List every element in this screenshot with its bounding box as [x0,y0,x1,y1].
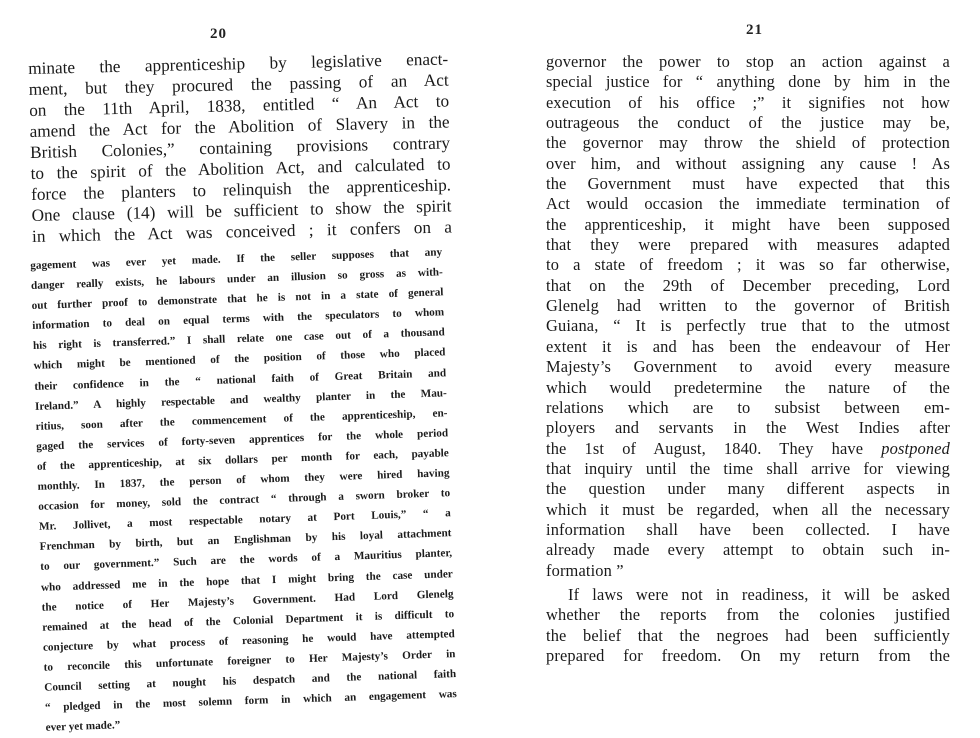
text-line: already made every attempt to obtain such in- [546,540,950,560]
text-line: the apprenticeship, it might have been supposed [546,214,950,234]
text-line: Mr. Jollivet, a most respectable notary at Port Louis,” “ a [38,507,451,534]
page-number-right: 21 [746,22,763,38]
text-line: monthly. In 1837, the person of whom they were hired having [37,467,450,493]
text-line: over him, and without assigning any cause ! As [546,153,950,173]
left-lower-paragraph [30,242,458,738]
text-line: Glenelg had written to the governor of British [546,296,950,316]
text-line: prepared for freedom. On my return from the [546,645,950,665]
left-page [0,0,490,734]
text-line: execution of his office ;” it signifies not how [546,92,950,112]
text-line: out further proof to demonstrate that he is not in a state of general [31,286,444,313]
text-line: extent it is and has been the endeavour of Her [546,336,950,356]
text-line: Guiana, “ It is perfectly true that to the utmost [546,316,950,336]
text-line: who addressed me in the hope that I might bring the case under [40,567,453,594]
right-body-text [546,52,950,666]
text-line-with-emphasis [546,439,950,459]
text-line: ever yet made.” [45,719,121,734]
text-line: ritius, soon after the commencement of the apprenticeship, en- [35,406,448,433]
text-line: that on the 29th of December preceding, Lord [546,275,950,295]
text-line: to a state of freedom ; it was so far otherwise, [546,255,950,275]
text-line: information to deal on equal terms with the speculators to whom [32,306,445,333]
text-line: the governor may throw the shield of protection [546,133,950,153]
text-line: of the apprenticeship, at six dollars per month for each, payable [36,447,449,473]
left-upper-paragraph [28,48,452,246]
text-line: Ireland.” A highly respectable and wealthy planter in the Mau- [34,386,447,413]
text-line: in which the Act was conceived ; it confers on a [31,217,453,246]
text-line: Act would occasion the immediate termination of [546,194,950,214]
text-line: on the 11th April, 1838, entitled “ An Act to [28,91,450,120]
right-page [490,0,980,693]
text-line: Council setting at nought his despatch and the national faith [44,668,457,694]
text-line: his right is transferred.” I shall relate one case out of a thousand [32,326,445,353]
text-line: force the planters to relinquish the apprenticeship. [30,175,452,204]
text-line: ment, but they procured the passing of an Act [28,70,449,99]
text-line: the Government must have expected that this [546,174,950,194]
text-line: their confidence in the “ national faith of Great Britain and [34,366,447,393]
emphasized-word: postponed [881,438,950,458]
text-line: to the spirit of the Abolition Act, and calculated to [30,154,451,183]
text-line: special justice for “ anything done by him in the [546,72,950,92]
text-line: the belief that the negroes had been sufficiently [546,625,950,645]
text-line: which would predetermine the nature of the [546,377,950,397]
line-text: the 1st of August, 1840. They have [546,438,864,458]
text-line: occasion for money, sold the contract “ through a sworn broker to [38,487,451,513]
text-line: minate the apprenticeship by legislative enact- [28,49,449,78]
text-line: remained at the head of the Colonial Department it is difficult to [42,607,455,634]
page-number-left: 20 [210,26,227,42]
text-line: information shall have been collected. I have [546,519,950,539]
text-line: ployers and servants in the West Indies after [546,418,950,438]
text-line: outrageous the conduct of the justice may be, [546,113,950,133]
text-line: “ pledged in the most solemn form in which an engagement was [44,688,457,714]
text-line: British Colonies,” containing provisions contrary [29,133,451,162]
text-line: One clause (14) will be sufficient to show the spirit [31,196,452,225]
text-line: gaged the services of forty-seven apprentices for the whole period [36,427,449,453]
text-line: If laws were not in readiness, it will be asked [568,584,950,604]
text-line: relations which are to subsist between em- [546,397,950,417]
text-line: that they were prepared with measures adapted [546,235,950,255]
text-line: amend the Act for the Abolition of Slavery in the [29,112,450,141]
text-line: Majesty’s Government to avoid every measure [546,357,950,377]
text-line: formation ” [546,560,624,580]
text-line: the question under many different aspects in [546,479,950,499]
text-line: whether the reports from the colonies justified [546,605,950,625]
text-line: to reconcile this unfortunate foreigner to Her Majesty’s Order in [43,647,456,674]
text-line: conjecture by what process of reasoning he would have attempted [42,627,455,654]
text-line: which might be mentioned of the position of those who placed [33,346,446,373]
text-line: which it must be regarded, when all the necessary [546,499,950,519]
text-line: governor the power to stop an action against a [546,52,950,71]
text-line: Frenchman by birth, but an Englishman by his loyal attachment [39,527,452,554]
text-line: gagement was ever yet made. If the seller supposes that any [30,246,443,272]
text-line: danger really exists, he labours under an illusion so gross as with- [30,266,443,293]
text-line: to our government.” Such are the words of a Mauritius planter, [40,547,453,574]
text-line: that inquiry until the time shall arrive for viewing [546,458,950,478]
text-line: the notice of Her Majesty’s Government. Had Lord Glenelg [41,587,454,614]
